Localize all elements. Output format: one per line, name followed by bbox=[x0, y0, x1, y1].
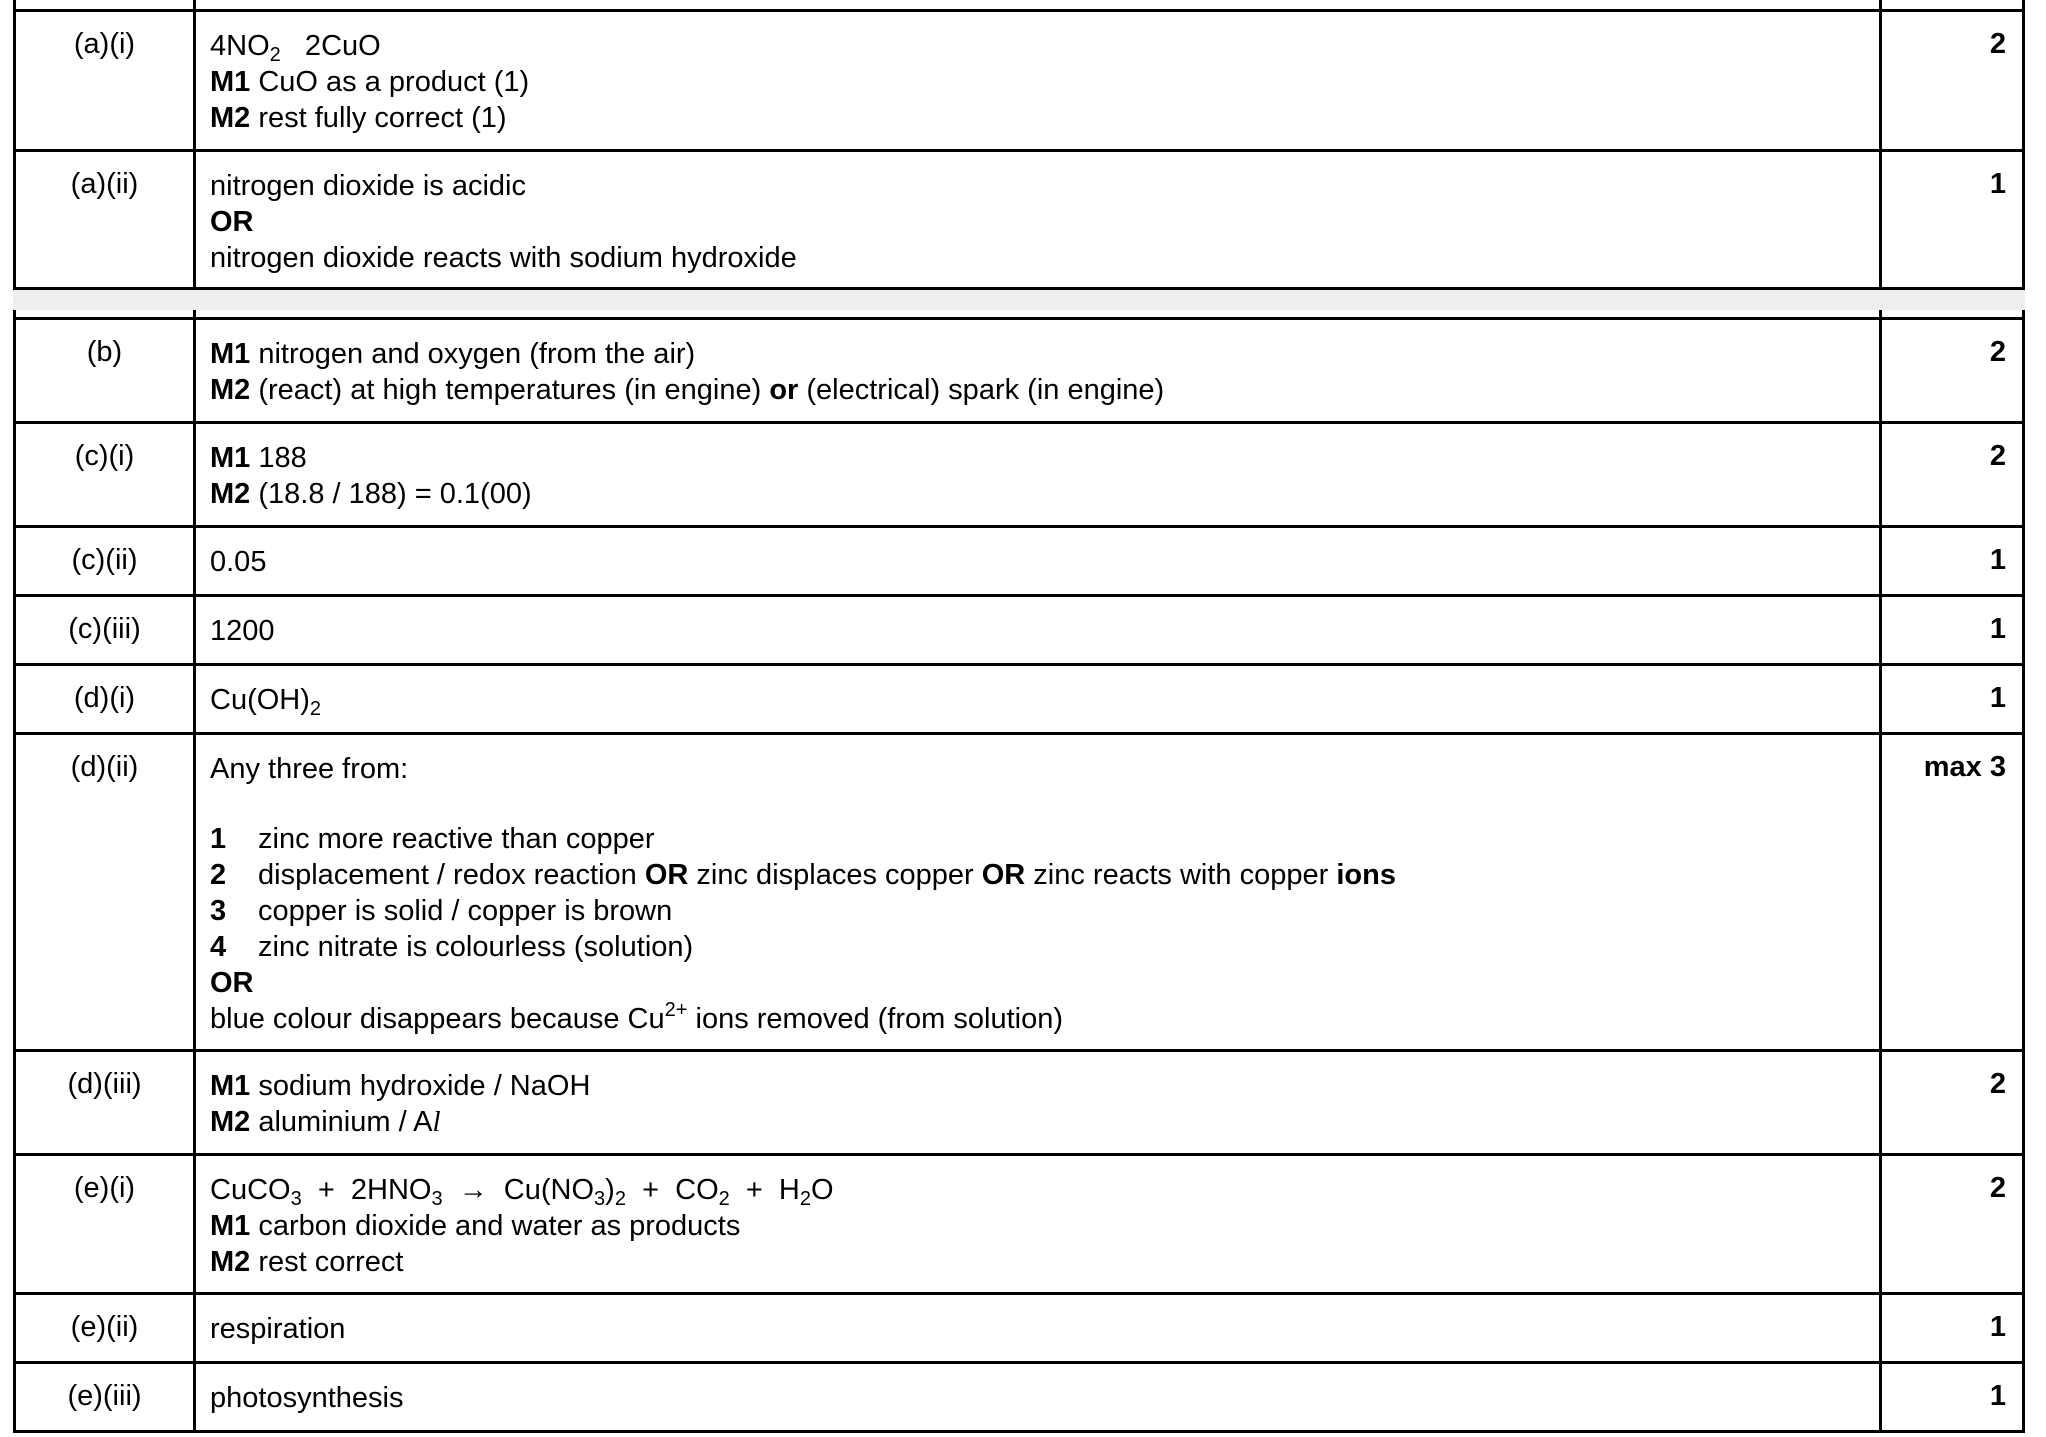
marks-cell: 2 bbox=[1989, 28, 2006, 60]
marks-cell: 2 bbox=[1989, 336, 2006, 368]
answer-cell bbox=[196, 424, 1882, 525]
list-item: 4 zinc nitrate is colourless (solution) bbox=[210, 931, 694, 963]
marking-point: M2 aluminium / Al bbox=[210, 1106, 441, 1138]
answer-cell bbox=[196, 1052, 1882, 1153]
marking-point: M1 188 bbox=[210, 442, 307, 474]
marks-cell: max 3 bbox=[1923, 751, 2006, 783]
table-row bbox=[13, 666, 2025, 735]
answer-line: 0.05 bbox=[210, 546, 267, 578]
marking-point: M2 (18.8 / 188) = 0.1(00) bbox=[210, 478, 532, 510]
page-break-band bbox=[13, 290, 2025, 310]
spacer bbox=[210, 787, 1865, 821]
answer-line: Any three from: bbox=[210, 753, 409, 785]
answer-line: OR bbox=[210, 967, 254, 999]
answer-line: respiration bbox=[210, 1313, 346, 1345]
marks-cell: 2 bbox=[1989, 440, 2006, 472]
marking-point: M2 (react) at high temperatures (in engine) or (electrical) spark (in engine) bbox=[210, 374, 1165, 406]
answer-cell bbox=[196, 528, 1882, 594]
answer-line: blue colour disappears because $Cu^{2+}$ ions removed (from solution) bbox=[210, 999, 1063, 1035]
question-number: (b) bbox=[16, 320, 196, 421]
question-number: (c)(i) bbox=[16, 424, 196, 525]
marking-point: M2 rest correct bbox=[210, 1246, 404, 1278]
marks-cell: 1 bbox=[1989, 1311, 2006, 1343]
marks-cell: 1 bbox=[1989, 1380, 2006, 1412]
equation-line: $4NO_2$ 2CuO bbox=[210, 30, 381, 66]
answer-line: nitrogen dioxide reacts with sodium hydroxide bbox=[210, 242, 797, 274]
answer-cell bbox=[196, 152, 1882, 287]
table-row bbox=[13, 1052, 2025, 1156]
answer-line: 1200 bbox=[210, 615, 275, 647]
list-item: 3 copper is solid / copper is brown bbox=[210, 895, 673, 927]
table-header-strip bbox=[13, 0, 2025, 12]
answer-cell bbox=[196, 597, 1882, 663]
answer-cell bbox=[196, 12, 1882, 149]
table-row bbox=[13, 597, 2025, 666]
marking-point: M1 nitrogen and oxygen (from the air) bbox=[210, 338, 696, 370]
list-item: 2 displacement / redox reaction OR zinc displaces copper OR zinc reacts with copper ions bbox=[210, 859, 1396, 891]
marks-cell: 1 bbox=[1989, 544, 2006, 576]
question-number: (e)(i) bbox=[16, 1156, 196, 1292]
table-row bbox=[13, 424, 2025, 528]
answer-line: nitrogen dioxide is acidic bbox=[210, 170, 526, 202]
answer-line: $Cu(OH)_2$ bbox=[210, 684, 322, 720]
equation-line: CuCO$_3$ + $2HNO_3 \to Cu(NO_3)_2 + CO_2 + H_2O$ bbox=[210, 1174, 834, 1210]
question-number: (d)(iii) bbox=[16, 1052, 196, 1153]
answer-cell bbox=[196, 1156, 1882, 1292]
marking-point: M1 carbon dioxide and water as products bbox=[210, 1210, 741, 1242]
answer-cell bbox=[196, 1295, 1882, 1361]
question-number: (e)(ii) bbox=[16, 1295, 196, 1361]
table-row bbox=[13, 735, 2025, 1052]
marking-point: M1 CuO as a product (1) bbox=[210, 66, 530, 98]
table-row bbox=[13, 528, 2025, 597]
marks-cell: 2 bbox=[1989, 1172, 2006, 1204]
answer-cell bbox=[196, 320, 1882, 421]
question-number: (d)(ii) bbox=[16, 735, 196, 1049]
list-item: 1 zinc more reactive than copper bbox=[210, 823, 655, 855]
answer-cell bbox=[196, 1364, 1882, 1430]
table-row bbox=[13, 12, 2025, 152]
answer-cell bbox=[196, 666, 1882, 732]
table-row bbox=[13, 320, 2025, 424]
table-row bbox=[13, 152, 2025, 290]
table-row bbox=[13, 1364, 2025, 1433]
answer-cell bbox=[196, 735, 1882, 1049]
mark-scheme-table-bottom bbox=[13, 310, 2025, 1433]
marks-cell: 2 bbox=[1989, 1068, 2006, 1100]
table-row bbox=[13, 1156, 2025, 1295]
table-row bbox=[13, 1295, 2025, 1364]
answer-line: OR bbox=[210, 206, 254, 238]
marks-cell: 1 bbox=[1989, 682, 2006, 714]
question-number: (c)(iii) bbox=[16, 597, 196, 663]
marking-point: M2 rest fully correct (1) bbox=[210, 102, 507, 134]
question-number: (d)(i) bbox=[16, 666, 196, 732]
question-number: (c)(ii) bbox=[16, 528, 196, 594]
question-number: (a)(ii) bbox=[16, 152, 196, 287]
marks-cell: 1 bbox=[1989, 168, 2006, 200]
mark-scheme-table-top bbox=[13, 0, 2025, 290]
question-number: (e)(iii) bbox=[16, 1364, 196, 1430]
marks-cell: 1 bbox=[1989, 613, 2006, 645]
answer-line: photosynthesis bbox=[210, 1382, 404, 1414]
table-header-strip bbox=[13, 310, 2025, 320]
marking-point: M1 sodium hydroxide / NaOH bbox=[210, 1070, 591, 1102]
question-number: (a)(i) bbox=[16, 12, 196, 149]
